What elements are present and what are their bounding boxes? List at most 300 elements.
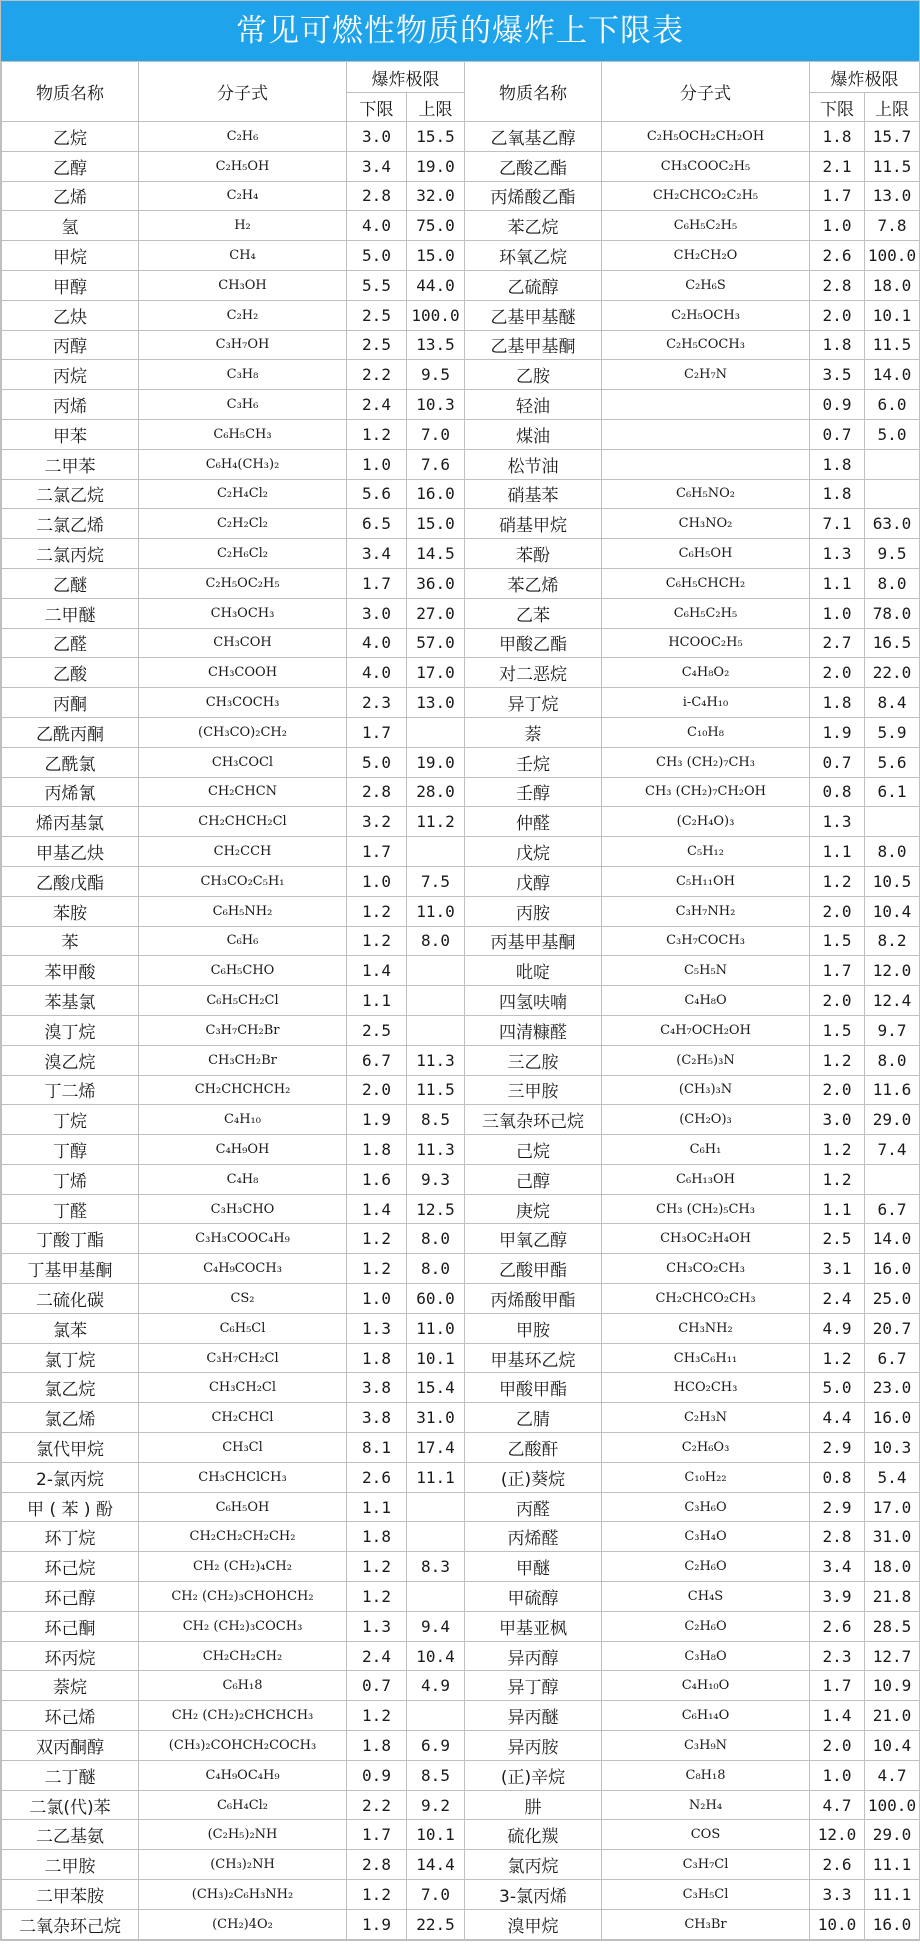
table-row — [2, 568, 920, 598]
cell-name-right: 异丙胺 — [465, 1731, 602, 1761]
cell-formula-left: C₆H₅NH₂ — [139, 896, 347, 926]
cell-formula-left: C₂H₅OC₂H₅ — [139, 568, 347, 598]
cell-upper-right: 16.0 — [865, 1909, 920, 1939]
cell-lower-left: 2.6 — [347, 1462, 407, 1492]
cell-upper-right: 11.5 — [865, 330, 920, 360]
cell-name-left: 氯丁烷 — [2, 1343, 139, 1373]
cell-upper-right: 11.1 — [865, 1880, 920, 1910]
cell-name-right: 壬醇 — [465, 777, 602, 807]
table-row — [2, 1343, 920, 1373]
cell-upper-right — [865, 479, 920, 509]
cell-name-left: 环己醇 — [2, 1582, 139, 1612]
cell-formula-right: C₂H₃N — [602, 1403, 810, 1433]
cell-name-right: 对二恶烷 — [465, 658, 602, 688]
cell-formula-right: HCOOC₂H₅ — [602, 628, 810, 658]
cell-upper-left: 10.1 — [407, 1343, 465, 1373]
cell-lower-left: 1.2 — [347, 1254, 407, 1284]
cell-upper-left: 8.0 — [407, 1224, 465, 1254]
cell-formula-right: C₃H₄O — [602, 1522, 810, 1552]
table-row — [2, 151, 920, 181]
table-row — [2, 1582, 920, 1612]
cell-lower-left: 3.8 — [347, 1373, 407, 1403]
cell-name-right: 异丁烷 — [465, 688, 602, 718]
cell-upper-right: 11.5 — [865, 151, 920, 181]
cell-name-left: 乙醛 — [2, 628, 139, 658]
cell-name-left: 二氧杂环己烷 — [2, 1909, 139, 1939]
cell-upper-left: 8.3 — [407, 1552, 465, 1582]
cell-upper-right: 100.0 — [865, 241, 920, 271]
table-row — [2, 1254, 920, 1284]
cell-upper-left: 8.0 — [407, 926, 465, 956]
cell-formula-right: C₂H₅OCH₃ — [602, 300, 810, 330]
cell-name-left: 苯 — [2, 926, 139, 956]
cell-lower-right: 1.2 — [810, 1343, 865, 1373]
cell-upper-right: 29.0 — [865, 1820, 920, 1850]
cell-lower-left: 6.7 — [347, 1045, 407, 1075]
cell-lower-left: 3.8 — [347, 1403, 407, 1433]
table-row — [2, 926, 920, 956]
table-row — [2, 330, 920, 360]
cell-name-right: 硫化羰 — [465, 1820, 602, 1850]
cell-upper-right: 5.4 — [865, 1462, 920, 1492]
cell-upper-right: 20.7 — [865, 1313, 920, 1343]
cell-upper-left: 7.6 — [407, 449, 465, 479]
cell-lower-right: 0.7 — [810, 419, 865, 449]
cell-lower-left: 3.4 — [347, 539, 407, 569]
cell-formula-right: C₆H₅C₂H₅ — [602, 598, 810, 628]
cell-formula-right: CH₂CH₂O — [602, 241, 810, 271]
cell-lower-left: 1.7 — [347, 1820, 407, 1850]
cell-upper-right: 13.0 — [865, 181, 920, 211]
cell-lower-right: 1.4 — [810, 1701, 865, 1731]
cell-name-left: 二氯丙烷 — [2, 539, 139, 569]
cell-upper-left: 11.3 — [407, 1135, 465, 1165]
cell-lower-right: 0.9 — [810, 390, 865, 420]
cell-upper-right: 10.3 — [865, 1433, 920, 1463]
cell-upper-right: 100.0 — [865, 1790, 920, 1820]
cell-lower-right: 2.8 — [810, 1522, 865, 1552]
cell-name-right: 壬烷 — [465, 747, 602, 777]
cell-lower-right: 1.5 — [810, 926, 865, 956]
cell-lower-left: 1.8 — [347, 1522, 407, 1552]
table-row — [2, 866, 920, 896]
header-upper-left: 上限 — [407, 93, 465, 122]
cell-name-left: 丙烷 — [2, 360, 139, 390]
cell-upper-left — [407, 956, 465, 986]
cell-upper-right: 10.4 — [865, 896, 920, 926]
cell-lower-left: 2.8 — [347, 1850, 407, 1880]
cell-formula-right: C₄H₇OCH₂OH — [602, 1015, 810, 1045]
cell-formula-left: C₃H₈ — [139, 360, 347, 390]
cell-name-right: 己烷 — [465, 1135, 602, 1165]
cell-formula-left: C₂H₆Cl₂ — [139, 539, 347, 569]
cell-name-left: 氯乙烷 — [2, 1373, 139, 1403]
cell-lower-right: 3.9 — [810, 1582, 865, 1612]
cell-lower-left: 1.8 — [347, 1135, 407, 1165]
cell-formula-left: CH₃COOH — [139, 658, 347, 688]
cell-name-right: 甲氧乙醇 — [465, 1224, 602, 1254]
cell-lower-left: 4.0 — [347, 211, 407, 241]
cell-formula-left: CH₂ (CH₂)₄CH₂ — [139, 1552, 347, 1582]
cell-lower-left: 1.2 — [347, 926, 407, 956]
cell-lower-right: 1.8 — [810, 688, 865, 718]
cell-upper-right: 12.7 — [865, 1641, 920, 1671]
cell-formula-right: C₃H₇COCH₃ — [602, 926, 810, 956]
cell-name-left: 环丙烷 — [2, 1641, 139, 1671]
cell-lower-left: 1.7 — [347, 568, 407, 598]
cell-name-left: 丁酸丁酯 — [2, 1224, 139, 1254]
cell-name-right: 丙烯醛 — [465, 1522, 602, 1552]
header-limit-right: 爆炸极限 — [810, 62, 920, 93]
cell-lower-left: 8.1 — [347, 1433, 407, 1463]
cell-formula-left: CH₂CHCN — [139, 777, 347, 807]
cell-formula-left: (CH₃CO)₂CH₂ — [139, 717, 347, 747]
cell-formula-right: CH₄S — [602, 1582, 810, 1612]
header-upper-right: 上限 — [865, 93, 920, 122]
cell-name-right: 丙基甲基酮 — [465, 926, 602, 956]
cell-formula-left: C₂H₄ — [139, 181, 347, 211]
cell-formula-right: (C₂H₅)₃N — [602, 1045, 810, 1075]
cell-formula-left: CH₃COH — [139, 628, 347, 658]
cell-lower-right: 1.0 — [810, 1760, 865, 1790]
cell-upper-right: 4.7 — [865, 1760, 920, 1790]
cell-formula-left: CH₃COCl — [139, 747, 347, 777]
cell-upper-right: 8.2 — [865, 926, 920, 956]
cell-lower-right: 2.9 — [810, 1433, 865, 1463]
cell-formula-right: C₆H₅NO₂ — [602, 479, 810, 509]
cell-lower-right: 1.1 — [810, 837, 865, 867]
cell-name-right: 戊醇 — [465, 866, 602, 896]
cell-lower-left: 1.2 — [347, 1582, 407, 1612]
cell-lower-left: 1.8 — [347, 1343, 407, 1373]
cell-lower-left: 1.2 — [347, 1224, 407, 1254]
cell-upper-left: 36.0 — [407, 568, 465, 598]
cell-lower-left: 1.0 — [347, 449, 407, 479]
cell-lower-right: 3.5 — [810, 360, 865, 390]
cell-formula-left: CH₃CHClCH₃ — [139, 1462, 347, 1492]
cell-lower-right: 4.7 — [810, 1790, 865, 1820]
cell-name-left: 乙酰氯 — [2, 747, 139, 777]
cell-lower-left: 1.0 — [347, 1284, 407, 1314]
cell-formula-right: C₃H₈O — [602, 1641, 810, 1671]
cell-upper-left: 14.4 — [407, 1850, 465, 1880]
cell-upper-right: 11.1 — [865, 1850, 920, 1880]
cell-formula-right: C₆H₅C₂H₅ — [602, 211, 810, 241]
cell-upper-right: 21.8 — [865, 1582, 920, 1612]
cell-formula-right: C₆H₅CHCH₂ — [602, 568, 810, 598]
cell-upper-right: 29.0 — [865, 1105, 920, 1135]
cell-lower-left: 1.9 — [347, 1909, 407, 1939]
table-row — [2, 390, 920, 420]
table-row — [2, 747, 920, 777]
cell-formula-left: C₄H₁₀ — [139, 1105, 347, 1135]
cell-formula-right: C₅H₁₁OH — [602, 866, 810, 896]
cell-formula-left: CH₂ (CH₂)₃COCH₃ — [139, 1611, 347, 1641]
cell-formula-right: COS — [602, 1820, 810, 1850]
cell-name-right: 苯酚 — [465, 539, 602, 569]
cell-lower-left: 1.1 — [347, 1492, 407, 1522]
cell-name-left: 乙炔 — [2, 300, 139, 330]
cell-formula-right: CH₃ (CH₂)₇CH₂OH — [602, 777, 810, 807]
cell-formula-right: C₆H₅OH — [602, 539, 810, 569]
cell-upper-left: 27.0 — [407, 598, 465, 628]
cell-upper-right: 6.0 — [865, 390, 920, 420]
cell-formula-right: C₁₀H₈ — [602, 717, 810, 747]
cell-lower-right: 1.2 — [810, 1164, 865, 1194]
cell-lower-right: 4.9 — [810, 1313, 865, 1343]
cell-upper-left: 10.1 — [407, 1820, 465, 1850]
cell-formula-left: CH₂CHCHCH₂ — [139, 1075, 347, 1105]
cell-name-right: 异丙醚 — [465, 1701, 602, 1731]
cell-name-left: 二氯乙烷 — [2, 479, 139, 509]
cell-upper-left: 7.0 — [407, 419, 465, 449]
cell-lower-right: 3.0 — [810, 1105, 865, 1135]
cell-formula-left: C₆H₅OH — [139, 1492, 347, 1522]
cell-upper-left: 11.2 — [407, 807, 465, 837]
cell-lower-left: 1.1 — [347, 986, 407, 1016]
cell-lower-right: 1.2 — [810, 866, 865, 896]
header-formula-left: 分子式 — [139, 62, 347, 122]
table-row — [2, 628, 920, 658]
cell-formula-right: CH₃C₆H₁₁ — [602, 1343, 810, 1373]
cell-lower-right: 7.1 — [810, 509, 865, 539]
cell-formula-right: C₈H₁8 — [602, 1760, 810, 1790]
cell-formula-right: C₄H₈O — [602, 986, 810, 1016]
table-row — [2, 896, 920, 926]
cell-lower-right: 1.8 — [810, 479, 865, 509]
cell-name-left: 环己烷 — [2, 1552, 139, 1582]
cell-lower-left: 2.2 — [347, 360, 407, 390]
cell-formula-right: C₅H₁₂ — [602, 837, 810, 867]
cell-upper-right: 8.0 — [865, 1045, 920, 1075]
cell-formula-left: CH₂ (CH₂)₃CHOHCH₂ — [139, 1582, 347, 1612]
cell-upper-right: 12.0 — [865, 956, 920, 986]
cell-name-right: 乙基甲基醚 — [465, 300, 602, 330]
cell-name-right: 异丁醇 — [465, 1671, 602, 1701]
cell-upper-left: 6.9 — [407, 1731, 465, 1761]
cell-upper-right: 16.0 — [865, 1403, 920, 1433]
cell-upper-left: 9.2 — [407, 1790, 465, 1820]
cell-name-right: 煤油 — [465, 419, 602, 449]
cell-formula-right: (CH₂O)₃ — [602, 1105, 810, 1135]
cell-upper-left: 15.5 — [407, 122, 465, 152]
cell-lower-right: 3.3 — [810, 1880, 865, 1910]
cell-formula-left: CH₃CH₂Cl — [139, 1373, 347, 1403]
cell-lower-right: 1.8 — [810, 330, 865, 360]
cell-name-left: 二甲胺 — [2, 1850, 139, 1880]
cell-name-right: 氯丙烷 — [465, 1850, 602, 1880]
cell-formula-left: CH₂ (CH₂)₂CHCHCH₃ — [139, 1701, 347, 1731]
cell-upper-right: 8.4 — [865, 688, 920, 718]
cell-name-left: 丁醛 — [2, 1194, 139, 1224]
cell-name-left: 甲基乙炔 — [2, 837, 139, 867]
cell-name-left: 甲醇 — [2, 270, 139, 300]
header-lower-left: 下限 — [347, 93, 407, 122]
cell-upper-left — [407, 1492, 465, 1522]
cell-formula-left: CH₂CH₂CH₂CH₂ — [139, 1522, 347, 1552]
cell-formula-left: C₄H₉OH — [139, 1135, 347, 1165]
cell-name-left: 丙烯 — [2, 390, 139, 420]
cell-formula-left: CH₃CO₂C₅H₁ — [139, 866, 347, 896]
cell-upper-right: 18.0 — [865, 1552, 920, 1582]
cell-name-left: 双丙酮醇 — [2, 1731, 139, 1761]
cell-name-left: 二氯乙烯 — [2, 509, 139, 539]
cell-upper-left — [407, 1701, 465, 1731]
cell-name-right: 肼 — [465, 1790, 602, 1820]
cell-formula-left: C₄H₉COCH₃ — [139, 1254, 347, 1284]
cell-lower-right: 2.8 — [810, 270, 865, 300]
cell-formula-right: C₂H₅COCH₃ — [602, 330, 810, 360]
cell-upper-right: 18.0 — [865, 270, 920, 300]
cell-lower-left: 5.5 — [347, 270, 407, 300]
cell-formula-left: C₂H₆ — [139, 122, 347, 152]
table-row — [2, 1433, 920, 1463]
cell-name-left: 二甲醚 — [2, 598, 139, 628]
cell-formula-left: CS₂ — [139, 1284, 347, 1314]
cell-name-left: 环己烯 — [2, 1701, 139, 1731]
table-row — [2, 1790, 920, 1820]
cell-formula-right: C₂H₆O₃ — [602, 1433, 810, 1463]
cell-formula-left: CH₃CH₂Br — [139, 1045, 347, 1075]
cell-formula-right: (C₂H₄O)₃ — [602, 807, 810, 837]
cell-formula-left: C₃H₇CH₂Cl — [139, 1343, 347, 1373]
cell-name-left: 甲烷 — [2, 241, 139, 271]
cell-formula-left: (C₂H₅)₂NH — [139, 1820, 347, 1850]
cell-name-left: 丙酮 — [2, 688, 139, 718]
cell-name-right: 丙胺 — [465, 896, 602, 926]
cell-lower-right: 2.3 — [810, 1641, 865, 1671]
cell-lower-left: 1.7 — [347, 717, 407, 747]
cell-upper-left: 11.0 — [407, 896, 465, 926]
cell-name-right: 松节油 — [465, 449, 602, 479]
cell-lower-left: 1.4 — [347, 1194, 407, 1224]
cell-name-right: 硝基甲烷 — [465, 509, 602, 539]
cell-formula-left: C₂H₄Cl₂ — [139, 479, 347, 509]
cell-name-right: 乙酸乙酯 — [465, 151, 602, 181]
cell-lower-right: 2.6 — [810, 1850, 865, 1880]
cell-formula-left: C₃H₃CHO — [139, 1194, 347, 1224]
header-row — [2, 62, 920, 93]
cell-lower-left: 2.2 — [347, 1790, 407, 1820]
cell-upper-left: 8.5 — [407, 1105, 465, 1135]
cell-upper-right: 6.7 — [865, 1343, 920, 1373]
cell-name-left: 二丁醚 — [2, 1760, 139, 1790]
cell-upper-left: 8.0 — [407, 1254, 465, 1284]
table-row — [2, 986, 920, 1016]
cell-upper-left: 7.5 — [407, 866, 465, 896]
cell-upper-right: 6.1 — [865, 777, 920, 807]
cell-formula-right: C₃H₆O — [602, 1492, 810, 1522]
cell-name-left: 乙烷 — [2, 122, 139, 152]
cell-upper-right: 22.0 — [865, 658, 920, 688]
cell-formula-right: C₂H₅OCH₂CH₂OH — [602, 122, 810, 152]
cell-lower-left: 1.2 — [347, 419, 407, 449]
cell-lower-right: 1.9 — [810, 717, 865, 747]
cell-upper-right: 6.7 — [865, 1194, 920, 1224]
cell-upper-left: 12.5 — [407, 1194, 465, 1224]
cell-upper-right: 23.0 — [865, 1373, 920, 1403]
cell-lower-right: 1.2 — [810, 1045, 865, 1075]
cell-lower-left: 2.5 — [347, 1015, 407, 1045]
cell-upper-right: 15.7 — [865, 122, 920, 152]
cell-lower-right: 0.8 — [810, 1462, 865, 1492]
cell-upper-left: 9.3 — [407, 1164, 465, 1194]
table-row — [2, 1015, 920, 1045]
cell-lower-left: 4.0 — [347, 658, 407, 688]
cell-name-left: 乙酰丙酮 — [2, 717, 139, 747]
cell-lower-right: 2.5 — [810, 1224, 865, 1254]
cell-upper-left: 22.5 — [407, 1909, 465, 1939]
cell-lower-left: 5.0 — [347, 241, 407, 271]
cell-formula-right: C₄H₈O₂ — [602, 658, 810, 688]
cell-lower-left: 1.7 — [347, 837, 407, 867]
cell-lower-right: 1.2 — [810, 1135, 865, 1165]
cell-name-left: 二乙基氨 — [2, 1820, 139, 1850]
cell-upper-left — [407, 986, 465, 1016]
table-row — [2, 211, 920, 241]
cell-lower-left: 2.5 — [347, 330, 407, 360]
cell-name-right: 丙烯酸乙酯 — [465, 181, 602, 211]
cell-formula-right: C₄H₁₀O — [602, 1671, 810, 1701]
cell-name-left: 氯苯 — [2, 1313, 139, 1343]
cell-lower-left: 2.8 — [347, 777, 407, 807]
cell-formula-right — [602, 449, 810, 479]
cell-name-left: 烯丙基氯 — [2, 807, 139, 837]
cell-lower-right: 3.1 — [810, 1254, 865, 1284]
table-row — [2, 1850, 920, 1880]
cell-lower-right: 2.4 — [810, 1284, 865, 1314]
cell-name-left: 乙烯 — [2, 181, 139, 211]
cell-lower-right: 2.0 — [810, 1075, 865, 1105]
explosion-limits-table — [1, 61, 920, 1940]
cell-name-right: 吡啶 — [465, 956, 602, 986]
table-row — [2, 241, 920, 271]
cell-name-left: 二甲苯 — [2, 449, 139, 479]
table-row — [2, 598, 920, 628]
cell-upper-left: 17.0 — [407, 658, 465, 688]
cell-upper-right: 16.5 — [865, 628, 920, 658]
cell-formula-left: H₂ — [139, 211, 347, 241]
cell-formula-right: C₂H₆O — [602, 1552, 810, 1582]
cell-formula-left: C₃H₇CH₂Br — [139, 1015, 347, 1045]
table-row — [2, 449, 920, 479]
cell-name-left: 丁基甲基酮 — [2, 1254, 139, 1284]
cell-lower-right: 5.0 — [810, 1373, 865, 1403]
cell-upper-left: 60.0 — [407, 1284, 465, 1314]
cell-upper-left: 16.0 — [407, 479, 465, 509]
cell-lower-left: 3.0 — [347, 598, 407, 628]
cell-formula-left: CH₃OH — [139, 270, 347, 300]
cell-formula-left: C₆H₅CH₂Cl — [139, 986, 347, 1016]
cell-formula-left: (CH₂)4O₂ — [139, 1909, 347, 1939]
cell-lower-left: 1.2 — [347, 1880, 407, 1910]
cell-formula-right: i-C₄H₁₀ — [602, 688, 810, 718]
cell-name-right: 三氧杂环己烷 — [465, 1105, 602, 1135]
cell-lower-right: 1.3 — [810, 807, 865, 837]
cell-upper-left: 11.0 — [407, 1313, 465, 1343]
table-row — [2, 1701, 920, 1731]
cell-lower-right: 1.5 — [810, 1015, 865, 1045]
table-row — [2, 1880, 920, 1910]
cell-formula-right: C₂H₆O — [602, 1611, 810, 1641]
cell-name-left: 丁醇 — [2, 1135, 139, 1165]
cell-lower-right: 1.1 — [810, 568, 865, 598]
cell-formula-right: CH₃Br — [602, 1909, 810, 1939]
cell-name-right: 丙醛 — [465, 1492, 602, 1522]
cell-formula-right — [602, 390, 810, 420]
cell-formula-left: CH₂CHCl — [139, 1403, 347, 1433]
cell-name-left: 溴乙烷 — [2, 1045, 139, 1075]
